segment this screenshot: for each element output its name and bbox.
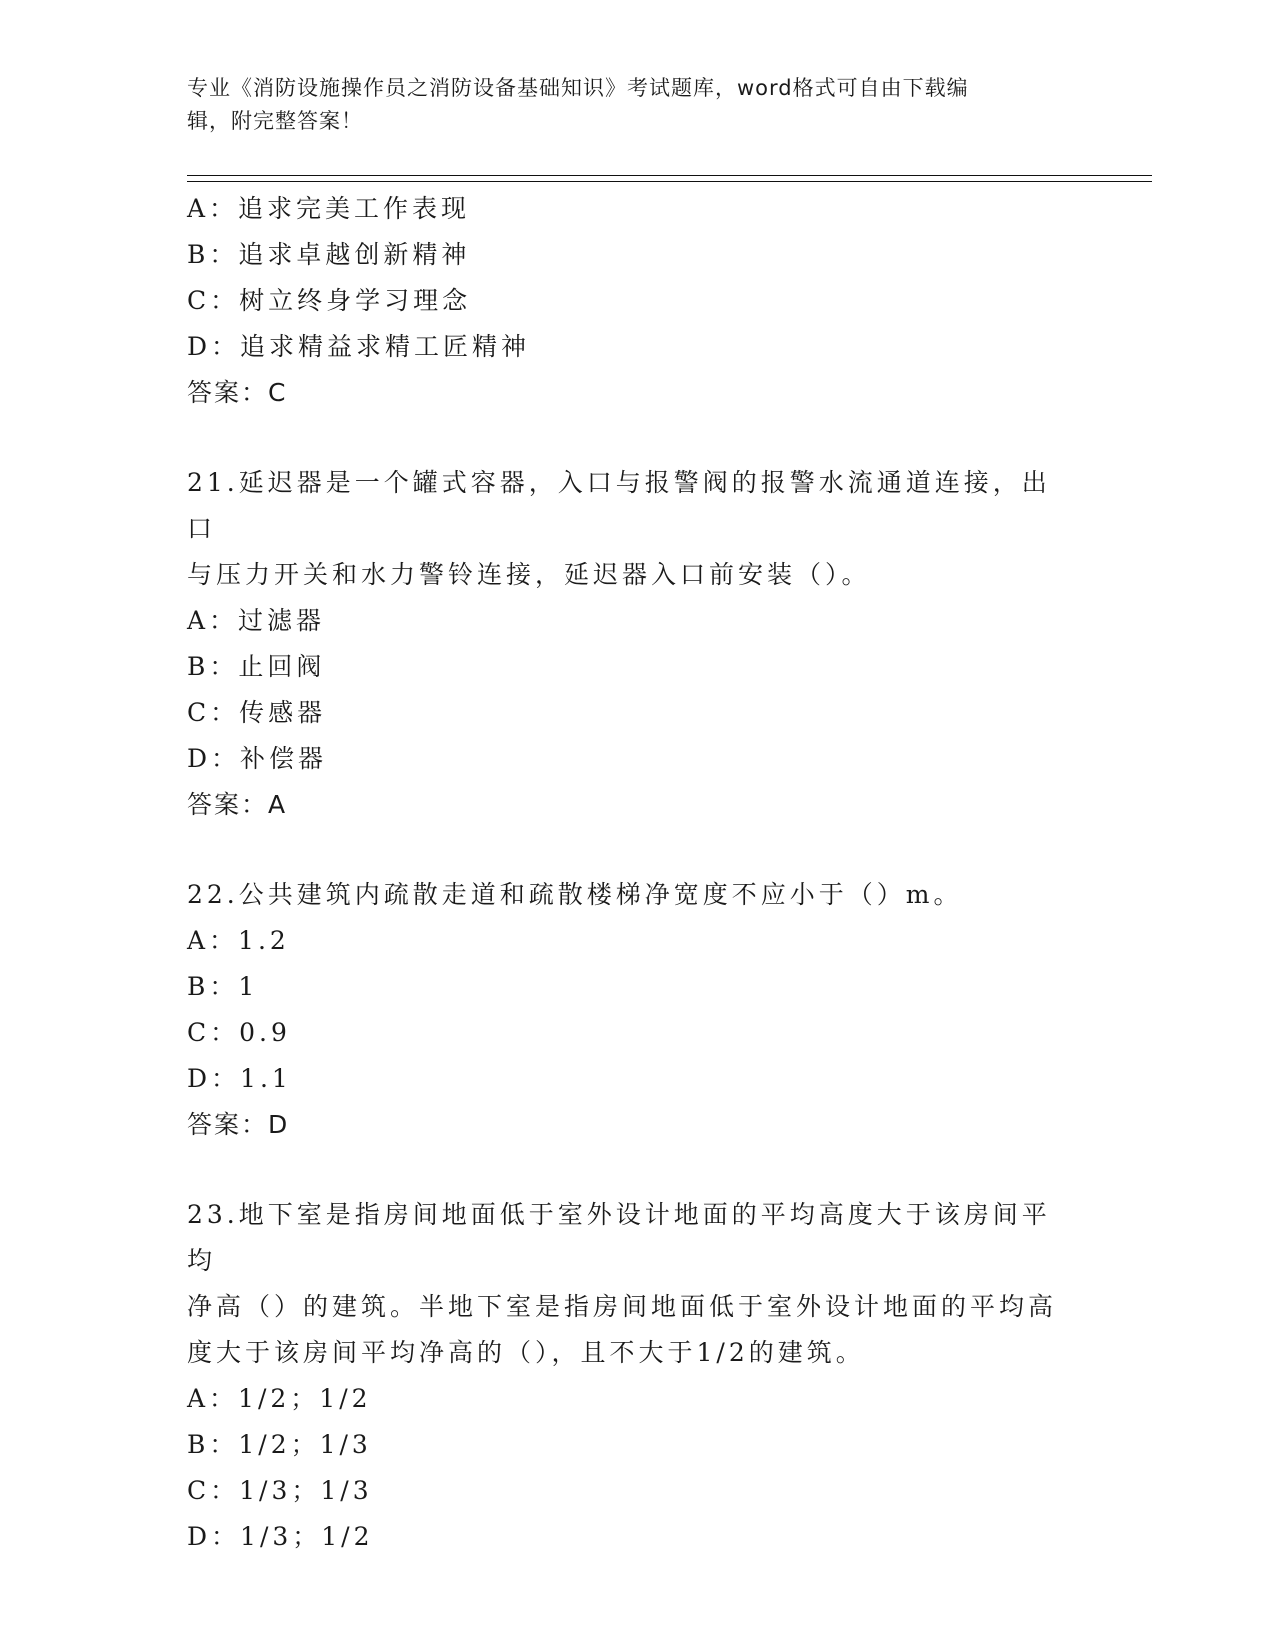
option-a: A：1/2；1/2 (187, 1384, 372, 1413)
prev-question-block (187, 186, 1087, 416)
option-d: D：1.1 (187, 1064, 292, 1093)
option-b: B：1 (187, 972, 259, 1001)
question-23 (187, 1192, 1087, 1560)
option-d: D：1/3；1/2 (187, 1522, 374, 1551)
option-c: C：传感器 (187, 698, 327, 727)
option-b: B：止回阀 (187, 652, 326, 681)
option-c: C：1/3；1/3 (187, 1476, 373, 1505)
option-c: C：0.9 (187, 1018, 291, 1047)
question-22 (187, 872, 1087, 1148)
option-c: C：树立终身学习理念 (187, 286, 472, 315)
option-b: B：追求卓越创新精神 (187, 240, 471, 269)
header-divider-top (187, 175, 1152, 176)
question-text-line: 与压力开关和水力警铃连接，延迟器入口前安装（）。 (187, 560, 871, 589)
document-header (187, 72, 1067, 138)
question-content (187, 186, 1087, 1560)
option-a: A：追求完美工作表现 (187, 194, 471, 223)
question-text-line: 度大于该房间平均净高的（），且不大于1/2的建筑。 (187, 1338, 865, 1367)
answer-line: 答案：A (187, 790, 288, 819)
option-d: D：追求精益求精工匠精神 (187, 332, 531, 361)
question-text-line: 23.地下室是指房间地面低于室外设计地面的平均高度大于该房间平均 (187, 1200, 1051, 1275)
answer-line: 答案：D (187, 1110, 290, 1139)
option-d: D：补偿器 (187, 744, 328, 773)
option-a: A：1.2 (187, 926, 290, 955)
question-21 (187, 460, 1087, 828)
option-b: B：1/2；1/3 (187, 1430, 372, 1459)
header-line-1: 专业《消防设施操作员之消防设备基础知识》考试题库，word格式可自由下载编 (187, 76, 969, 100)
header-line-2: 辑，附完整答案！ (187, 109, 363, 133)
question-text-line: 21.延迟器是一个罐式容器，入口与报警阀的报警水流通道连接，出口 (187, 468, 1051, 543)
option-a: A：过滤器 (187, 606, 326, 635)
answer-line: 答案：C (187, 378, 288, 407)
question-text-line: 22.公共建筑内疏散走道和疏散楼梯净宽度不应小于（）m。 (187, 880, 963, 909)
header-divider-bottom (187, 181, 1152, 182)
question-text-line: 净高（）的建筑。半地下室是指房间地面低于室外设计地面的平均高 (187, 1292, 1058, 1321)
